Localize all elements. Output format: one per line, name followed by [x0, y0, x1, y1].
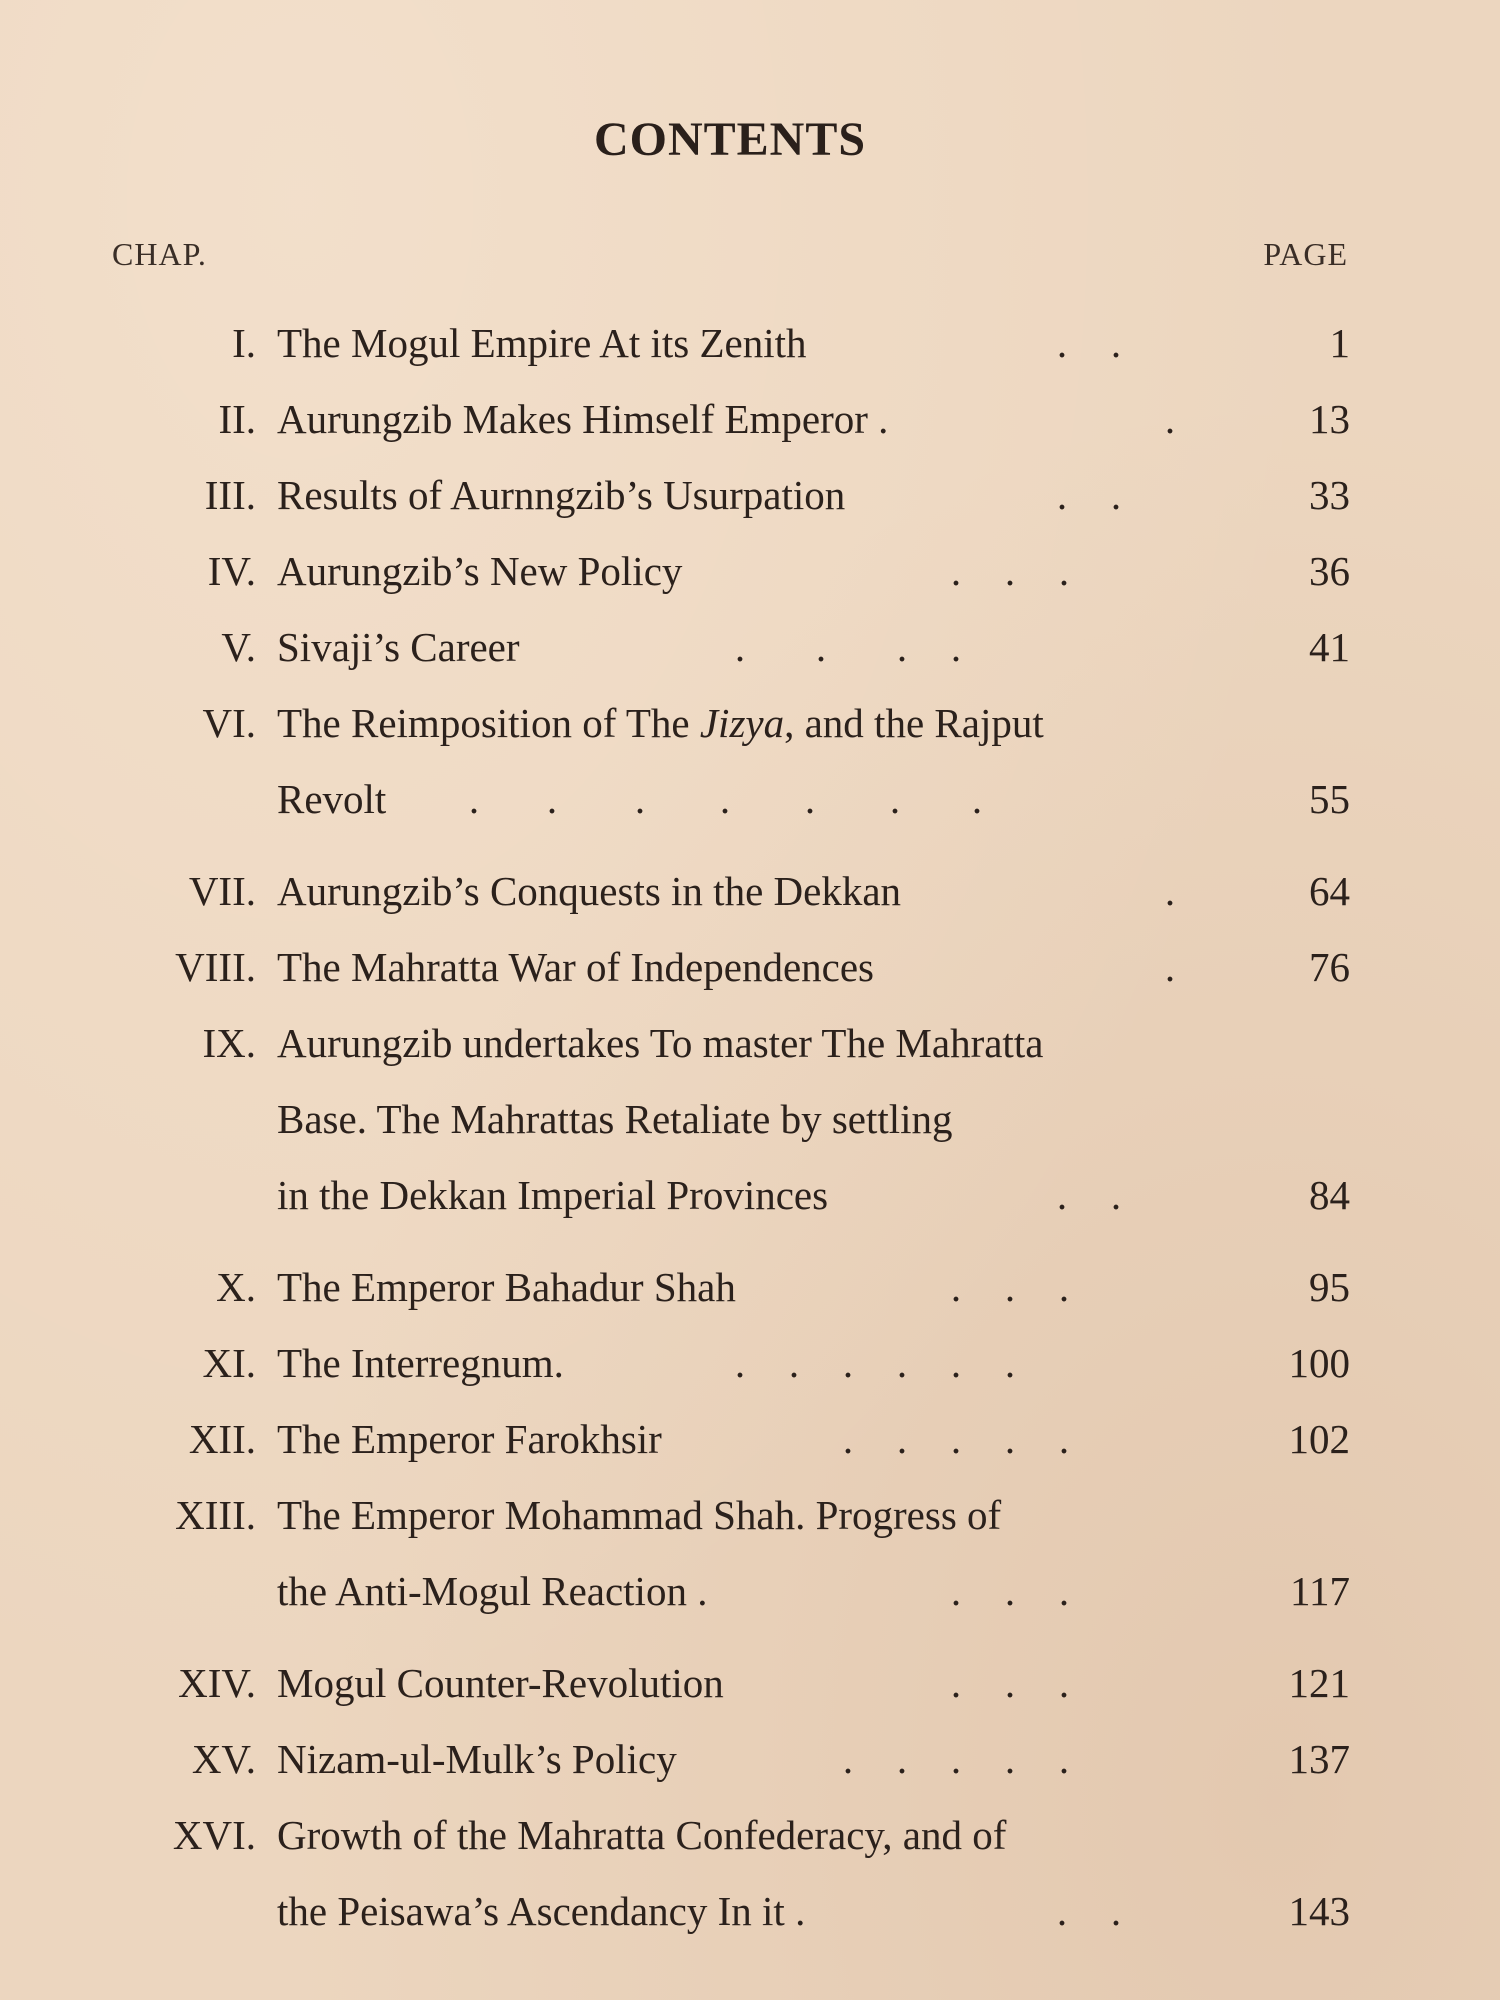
- chapter-title-continued: the Peisawa’s Ascendancy In it .: [277, 1888, 806, 1934]
- chapter-title-part: The Reimposition of The: [277, 700, 700, 746]
- leader-dots: . . . . . .: [734, 1340, 1016, 1386]
- chapter-number: XV.: [191, 1736, 256, 1782]
- chapter-number: II.: [218, 396, 256, 442]
- chapter-number: XIV.: [178, 1660, 256, 1706]
- chapter-number: V.: [221, 624, 256, 670]
- page-number: 13: [1309, 396, 1350, 442]
- chapter-title-continued: the Anti-Mogul Reaction .: [277, 1568, 708, 1614]
- page-number: 1: [1329, 320, 1350, 366]
- page-number: 121: [1288, 1660, 1350, 1706]
- chapter-title-part: , and the Rajput: [784, 700, 1044, 746]
- page-number: 137: [1288, 1736, 1350, 1782]
- leader-dots: . .: [1056, 1888, 1122, 1934]
- chapter-title: The Emperor Bahadur Shah: [277, 1264, 736, 1310]
- toc-entry: [0, 1721, 1500, 1797]
- chapter-number: XVI.: [172, 1812, 256, 1858]
- toc-entry: [0, 1797, 1500, 1949]
- chapter-title: The Interregnum.: [277, 1340, 564, 1386]
- toc-entry: [0, 609, 1500, 685]
- toc-entry: [0, 853, 1500, 929]
- chapter-title: The Mogul Empire At its Zenith: [277, 320, 807, 366]
- chapter-title-continued: in the Dekkan Imperial Provinces: [277, 1172, 829, 1218]
- page-number: 41: [1309, 624, 1350, 670]
- toc-entry: [0, 1401, 1500, 1477]
- toc-entry: [0, 533, 1500, 609]
- chapter-number: X.: [216, 1264, 256, 1310]
- page-number: 84: [1309, 1172, 1350, 1218]
- page-number: 117: [1290, 1568, 1350, 1614]
- leader-dots: . . . .: [734, 624, 962, 670]
- chapter-title: The Mahratta War of Independences: [277, 944, 875, 990]
- page-number: 143: [1288, 1888, 1350, 1934]
- chapter-title: Mogul Counter-Revolution: [277, 1660, 724, 1706]
- leader-dots: . .: [1056, 472, 1122, 518]
- chapter-number: VII.: [188, 868, 256, 914]
- chapter-number: VIII.: [175, 944, 256, 990]
- chapter-title-italic: Jizya: [699, 700, 785, 746]
- toc-entry: [0, 457, 1500, 533]
- toc-entry: [0, 1645, 1500, 1721]
- chapter-title: Aurungzib undertakes To master The Mahratta: [277, 1020, 1044, 1066]
- page-title: CONTENTS: [593, 113, 867, 166]
- chapter-title: Aurungzib’s New Policy: [277, 548, 683, 594]
- chapter-number: XI.: [202, 1340, 256, 1386]
- chapter-number: IX.: [202, 1020, 256, 1066]
- leader-dots: . . .: [950, 1264, 1070, 1310]
- toc-entries: [0, 305, 1500, 1949]
- chapter-number: VI.: [202, 700, 256, 746]
- chapter-title-continued: Revolt: [277, 776, 387, 822]
- page-number: 76: [1309, 944, 1350, 990]
- page-number: 102: [1288, 1416, 1350, 1462]
- chapter-number: XIII.: [175, 1492, 256, 1538]
- toc-entry: [0, 305, 1500, 381]
- toc-entry: [0, 1477, 1500, 1629]
- leader-dots: . . .: [950, 548, 1070, 594]
- leader-dots: . . . . . . .: [468, 776, 983, 822]
- chapter-title: Growth of the Mahratta Confederacy, and of: [277, 1812, 1007, 1858]
- toc-entry: [0, 381, 1500, 457]
- chapter-number: I.: [232, 320, 256, 366]
- page-number: 64: [1309, 868, 1350, 914]
- toc-entry: [0, 685, 1500, 837]
- toc-entry: [0, 1005, 1500, 1233]
- toc-entry: [0, 1249, 1500, 1325]
- chapter-title: [277, 685, 1044, 761]
- page-column-header: PAGE: [1263, 236, 1348, 272]
- chapter-title: The Emperor Mohammad Shah. Progress of: [277, 1492, 1002, 1538]
- chapter-title: Nizam-ul-Mulk’s Policy: [277, 1736, 677, 1782]
- page-number: 100: [1288, 1340, 1350, 1386]
- leader-dots: . .: [1056, 1172, 1122, 1218]
- chapter-number: XII.: [188, 1416, 256, 1462]
- chapter-title: Sivaji’s Career: [277, 624, 520, 670]
- chapter-title: Results of Aurnngzib’s Usurpation: [277, 472, 846, 518]
- toc-entry: [0, 929, 1500, 1005]
- leader-dots: . . . . .: [842, 1736, 1070, 1782]
- leader-dots: .: [1164, 944, 1176, 990]
- chapter-column-header: CHAP.: [112, 236, 207, 272]
- leader-dots: . .: [1056, 320, 1122, 366]
- leader-dots: . . . . .: [842, 1416, 1070, 1462]
- toc-entry: [0, 1325, 1500, 1401]
- chapter-title: Aurungzib Makes Himself Emperor .: [277, 396, 889, 442]
- chapter-title-continued: Base. The Mahrattas Retaliate by settling: [277, 1096, 953, 1142]
- chapter-number: III.: [204, 472, 256, 518]
- page-number: 33: [1309, 472, 1350, 518]
- leader-dots: . . .: [950, 1568, 1070, 1614]
- chapter-number: IV.: [207, 548, 256, 594]
- page-number: 95: [1309, 1264, 1350, 1310]
- leader-dots: .: [1164, 396, 1176, 442]
- page-number: 55: [1309, 776, 1350, 822]
- leader-dots: . . .: [950, 1660, 1070, 1706]
- chapter-title: The Emperor Farokhsir: [277, 1416, 662, 1462]
- leader-dots: .: [1164, 868, 1176, 914]
- page-number: 36: [1309, 548, 1350, 594]
- chapter-title: Aurungzib’s Conquests in the Dekkan: [277, 868, 902, 914]
